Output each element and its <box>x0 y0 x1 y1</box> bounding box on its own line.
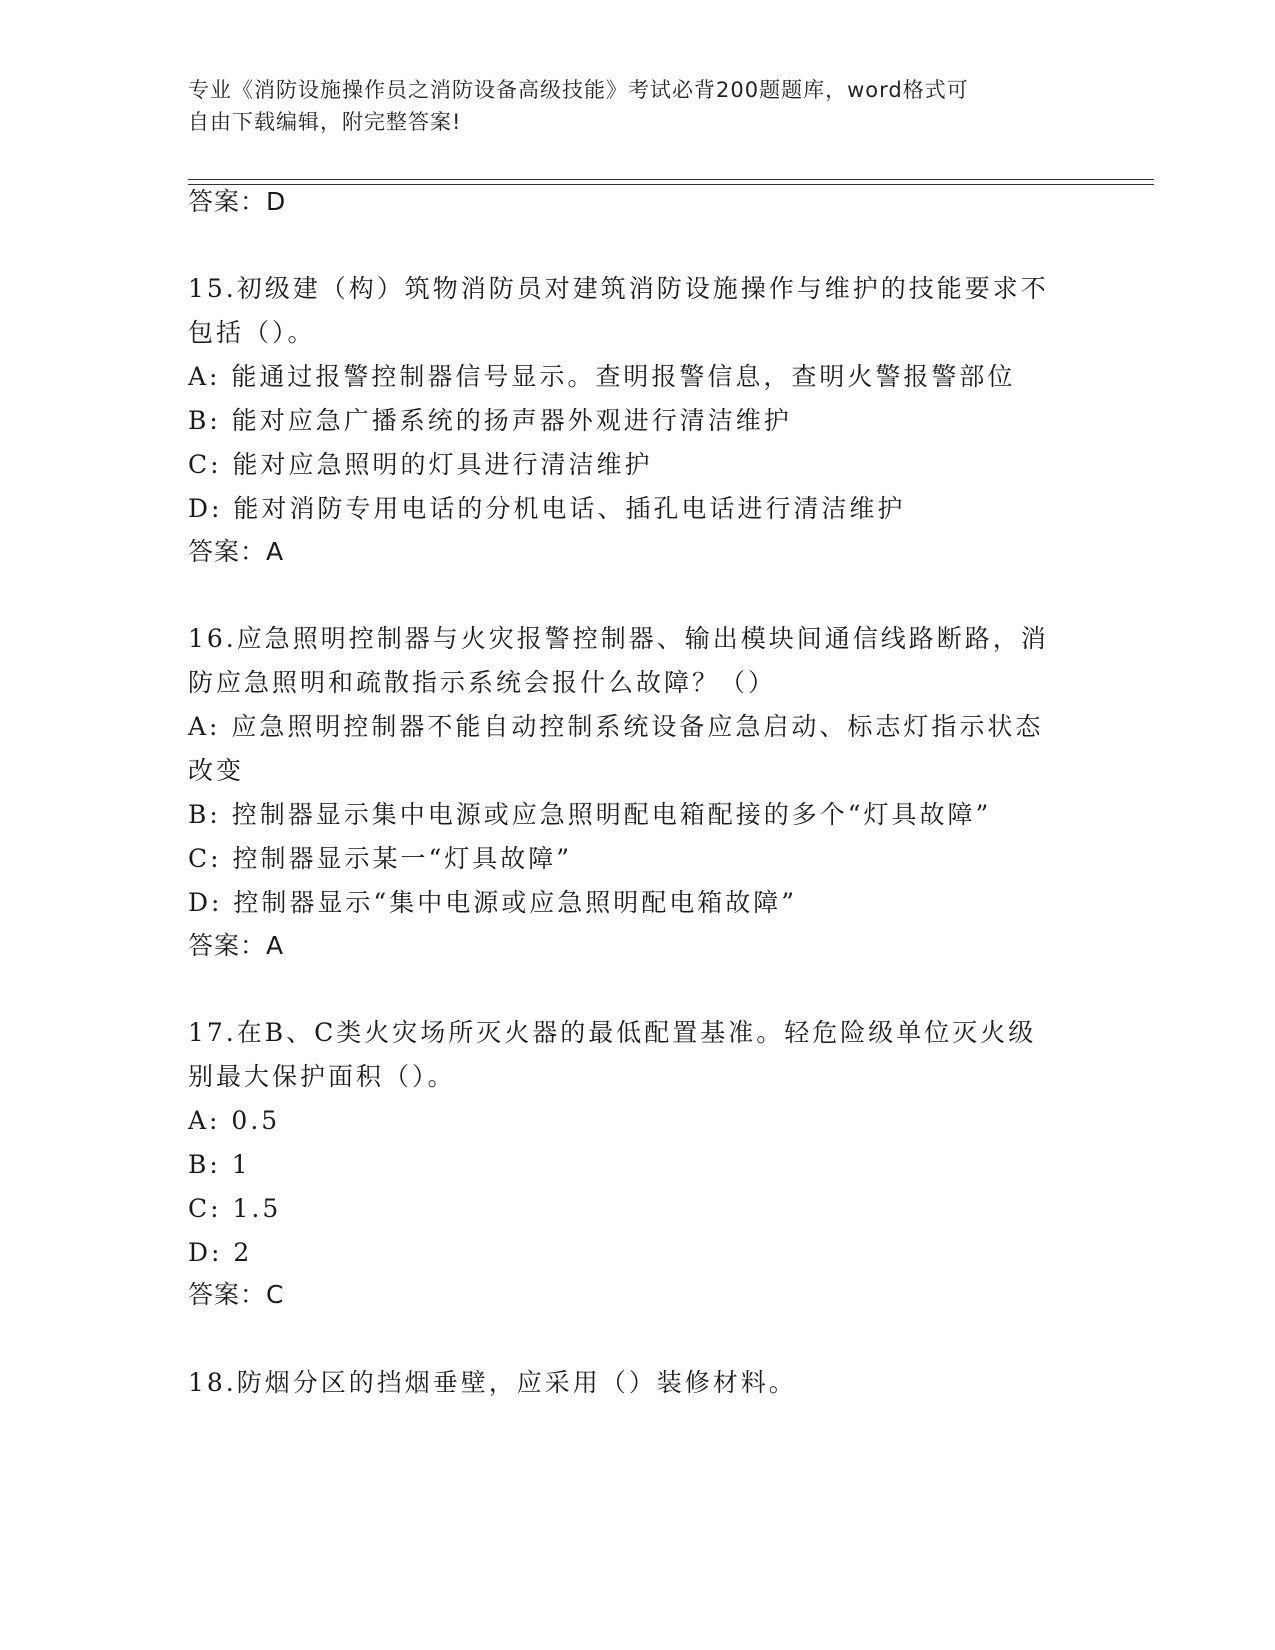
q16-option-c: C: 控制器显示某一“灯具故障” <box>188 844 573 873</box>
q16-option-a-line-2: 改变 <box>188 756 245 785</box>
q16-option-a-line-1: A: 应急照明控制器不能自动控制系统设备应急启动、标志灯指示状态 <box>188 712 1044 741</box>
q17-option-a: A: 0.5 <box>188 1106 281 1135</box>
previous-answer: 答案：D <box>188 187 287 216</box>
q15-stem-line-2: 包括（）。 <box>188 318 316 347</box>
q15-stem-line-1: 15.初级建（构）筑物消防员对建筑消防设施操作与维护的技能要求不 <box>188 274 1049 303</box>
header-line-2: 自由下载编辑，附完整答案! <box>188 110 462 134</box>
q16-option-b: B: 控制器显示集中电源或应急照明配电箱配接的多个“灯具故障” <box>188 800 992 829</box>
q17-answer: 答案：C <box>188 1280 285 1309</box>
q17-option-b: B: 1 <box>188 1150 251 1179</box>
q16-stem-line-2: 防应急照明和疏散指示系统会报什么故障？（） <box>188 668 777 697</box>
header-divider-top <box>188 179 1154 180</box>
q17-option-c: C: 1.5 <box>188 1194 282 1223</box>
q17-stem-line-2: 别最大保护面积（）。 <box>188 1062 456 1091</box>
q18-stem-line-1: 18.防烟分区的挡烟垂壁，应采用（）装修材料。 <box>188 1368 797 1397</box>
q15-option-c: C: 能对应急照明的灯具进行清洁维护 <box>188 450 653 479</box>
document-header <box>188 74 1068 138</box>
q16-answer: 答案：A <box>188 931 285 960</box>
header-divider-bottom <box>188 184 1154 185</box>
q15-option-d: D: 能对消防专用电话的分机电话、插孔电话进行清洁维护 <box>188 494 906 523</box>
q16-stem-line-1: 16.应急照明控制器与火灾报警控制器、输出模块间通信线路断路，消 <box>188 624 1049 653</box>
q15-option-a: A: 能通过报警控制器信号显示。查明报警信息，查明火警报警部位 <box>188 362 1016 391</box>
q15-option-b: B: 能对应急广播系统的扬声器外观进行清洁维护 <box>188 406 792 435</box>
q17-option-d: D: 2 <box>188 1238 253 1267</box>
q16-option-d: D: 控制器显示“集中电源或应急照明配电箱故障” <box>188 888 797 917</box>
header-line-1: 专业《消防设施操作员之消防设备高级技能》考试必背200题题库，word格式可 <box>188 78 969 102</box>
q15-answer: 答案：A <box>188 537 285 566</box>
q17-stem-line-1: 17.在B、C类火灾场所灭火器的最低配置基准。轻危险级单位灭火级 <box>188 1018 1037 1047</box>
